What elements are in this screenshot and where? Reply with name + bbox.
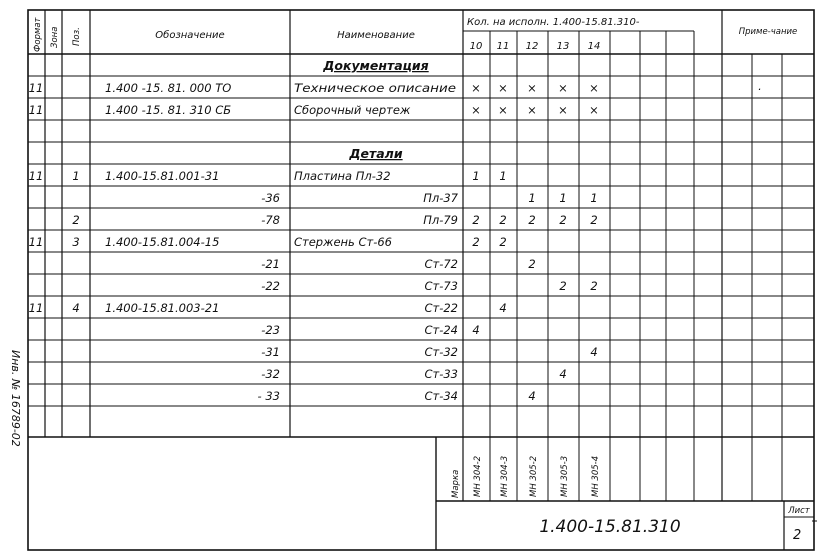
cell-quantity: 1: [528, 191, 536, 205]
cell-position: 3: [72, 235, 80, 249]
cell-designation: -23: [261, 323, 280, 337]
cell-quantity: 2: [528, 257, 536, 271]
mark-label: МН 304-3: [500, 455, 510, 497]
cell-quantity: 2: [528, 213, 536, 227]
table-row: [261, 257, 535, 271]
cell-name: Ст-22: [424, 301, 458, 315]
cell-format: 11: [28, 103, 44, 117]
header-qty-title: Кол. на исполн. 1.400-15.81.310-: [467, 17, 640, 28]
cell-designation: -21: [261, 257, 280, 271]
cell-quantity: 2: [499, 235, 507, 249]
cell-name: Ст-32: [424, 345, 458, 359]
table-row: [261, 191, 597, 205]
cell-quantity: 2: [499, 213, 507, 227]
table-row: [29, 103, 599, 117]
cell-quantity: 2: [590, 213, 598, 227]
cell-format: 11: [28, 301, 44, 315]
cell-quantity: ×: [558, 81, 568, 95]
variant-headers: [470, 41, 601, 52]
cell-quantity: 2: [590, 279, 598, 293]
cell-designation: 1.400-15.81.004-15: [105, 235, 220, 249]
header-pos: Поз.: [72, 27, 82, 46]
cell-quantity: ×: [589, 103, 599, 117]
cell-quantity: 1: [499, 169, 507, 183]
table-row: [29, 169, 507, 183]
document-code: 1.400-15.81.310: [539, 517, 681, 537]
cell-quantity: ×: [471, 81, 481, 95]
cell-format: 11: [28, 81, 44, 95]
cell-quantity: 2: [559, 279, 567, 293]
cell-quantity: 4: [590, 345, 598, 359]
cell-designation: 1.400-15.81.001-31: [105, 169, 220, 183]
cell-name: Ст-34: [424, 389, 458, 403]
cell-name: Пл-37: [423, 191, 458, 205]
cell-quantity: 1: [590, 191, 598, 205]
cell-quantity: 4: [528, 389, 536, 403]
cell-position: 2: [72, 213, 80, 227]
table-header: [33, 16, 797, 52]
table-rows: [29, 58, 762, 403]
variant-header: 10: [469, 41, 483, 52]
cell-designation: -78: [261, 213, 280, 227]
cell-quantity: ×: [527, 103, 537, 117]
cell-designation: -22: [261, 279, 280, 293]
header-note: Приме-чание: [738, 27, 798, 37]
table-row: [29, 301, 507, 315]
cell-name: Ст-73: [424, 279, 458, 293]
variant-header: 12: [525, 41, 539, 52]
mark-label: МН 304-2: [473, 455, 483, 497]
cell-designation: -36: [261, 191, 280, 205]
cell-quantity: ×: [471, 103, 481, 117]
cell-name: Ст-24: [424, 323, 458, 337]
variant-header: 11: [496, 41, 510, 52]
cell-quantity: 4: [499, 301, 507, 315]
cell-quantity: ×: [589, 81, 599, 95]
variant-header: 13: [556, 41, 570, 52]
header-designation: Обозначение: [155, 30, 225, 41]
cell-name: Сборочный чертеж: [294, 103, 411, 117]
cell-quantity: 4: [559, 367, 567, 381]
table-row: [261, 323, 479, 337]
table-row: [322, 58, 428, 73]
cell-quantity: 2: [472, 235, 480, 249]
mark-label: МН 305-3: [560, 455, 570, 497]
cell-name: Пл-79: [423, 213, 458, 227]
cell-quantity: ×: [558, 103, 568, 117]
mark-label: МН 305-4: [591, 455, 601, 497]
cell-designation: 1.400-15.81.003-21: [105, 301, 220, 315]
table-row: [29, 235, 507, 249]
sheet-label: Лист: [788, 506, 810, 516]
table-row: [72, 213, 597, 227]
cell-name: Ст-72: [424, 257, 458, 271]
mark-label: МН 305-2: [529, 455, 539, 497]
cell-quantity: 1: [559, 191, 567, 205]
cell-quantity: ×: [498, 81, 508, 95]
cell-quantity: 4: [472, 323, 480, 337]
cell-note: .: [758, 79, 762, 93]
table-row: [261, 345, 597, 359]
cell-name: Пластина Пл-32: [294, 169, 391, 183]
cell-name: Стержень Ст-66: [294, 235, 393, 249]
header-zone: Зона: [50, 26, 60, 48]
cell-position: 4: [72, 301, 80, 315]
cell-designation: 1.400 -15. 81. 000 ТО: [105, 81, 232, 95]
sheet-number: 2: [793, 528, 802, 543]
title-block: [539, 506, 810, 543]
table-row: [261, 279, 597, 293]
cell-quantity: ×: [527, 81, 537, 95]
cell-designation: - 33: [257, 389, 280, 403]
header-name: Наименование: [337, 30, 415, 41]
cell-designation: -31: [261, 345, 280, 359]
marks: [473, 456, 601, 497]
cell-position: 1: [72, 169, 80, 183]
marka-label: Марка: [451, 469, 461, 498]
cell-designation: -32: [261, 367, 280, 381]
cell-format: 11: [28, 235, 44, 249]
variant-header: 14: [587, 41, 601, 52]
section-heading: Детали: [349, 146, 403, 161]
cell-format: 11: [28, 169, 44, 183]
cell-quantity: 1: [472, 169, 480, 183]
cell-quantity: 2: [559, 213, 567, 227]
cell-quantity: ×: [498, 103, 508, 117]
table-row: [261, 367, 566, 381]
section-heading: Документация: [323, 58, 429, 73]
cell-name: Ст-33: [424, 367, 458, 381]
table-row: [348, 146, 402, 161]
table-row: [258, 389, 536, 403]
table-row: [29, 79, 762, 95]
cell-name: Техническое описание: [294, 81, 456, 95]
margin-inventory-number: Инв. № 16789-02: [9, 350, 22, 447]
cell-quantity: 2: [472, 213, 480, 227]
cell-designation: 1.400 -15. 81. 310 СБ: [105, 103, 232, 117]
header-format: Формат: [33, 17, 43, 52]
